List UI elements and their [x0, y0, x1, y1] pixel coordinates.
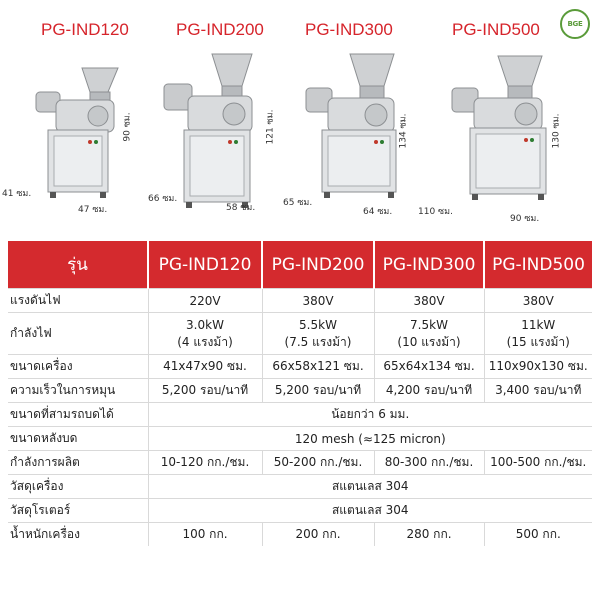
table-row: [8, 289, 592, 313]
table-cell-span: 120 mesh (≈125 micron): [294, 431, 446, 446]
model-1-width-label: 47 ซม.: [78, 205, 108, 215]
table-row: [8, 523, 592, 547]
model-2-height-label: 121 ซม.: [265, 109, 276, 145]
table-cell: [148, 313, 262, 355]
header-pg-ind120: PG-IND120: [148, 241, 262, 289]
header-pg-ind200: PG-IND200: [262, 241, 374, 289]
table-cell: 5,200 รอบ/นาที: [262, 379, 374, 403]
table-row: [8, 499, 592, 523]
table-cell: 380V: [522, 293, 554, 308]
spec-header-row: [8, 241, 592, 289]
table-row: [8, 451, 592, 475]
table-cell: [262, 313, 374, 355]
table-row: [8, 313, 592, 355]
table-cell: 280 กก.: [374, 523, 484, 547]
table-row: [8, 403, 592, 427]
row-label: ขนาดหลังบด: [8, 427, 148, 451]
table-row: [8, 475, 592, 499]
table-cell: [484, 313, 592, 355]
table-cell: 65x64x134 ซม.: [374, 355, 484, 379]
model-4-width-label: 90 ซม.: [510, 214, 540, 224]
power-kw: 11kW: [521, 317, 556, 332]
table-cell: 3,400 รอบ/นาที: [495, 383, 582, 397]
model-title-3: PG-IND300: [305, 20, 393, 39]
product-images-section: [0, 0, 600, 235]
row-label: แรงดันไฟ: [8, 289, 148, 313]
power-hp: (7.5 แรงม้า): [284, 334, 352, 349]
row-label: ความเร็วในการหมุน: [8, 379, 148, 403]
table-row: [8, 379, 592, 403]
header-model-label: รุ่น: [8, 241, 148, 289]
power-hp: (15 แรงม้า): [506, 334, 570, 349]
model-2-width-label: 58 ซม.: [226, 203, 256, 213]
table-cell: 380V: [262, 289, 374, 313]
header-pg-ind300: PG-IND300: [374, 241, 484, 289]
model-title-1: PG-IND120: [41, 20, 129, 39]
table-cell: 100 กก.: [148, 523, 262, 547]
table-cell: 110x90x130 ซม.: [488, 359, 588, 373]
model-3-depth-label: 65 ซม.: [283, 198, 313, 208]
table-cell: 200 กก.: [262, 523, 374, 547]
table-cell: 220V: [148, 289, 262, 313]
row-label: ขนาดที่สามรถบดได้: [8, 403, 148, 427]
model-3-height-label: 134 ซม.: [398, 113, 409, 149]
machine-image-4: [450, 52, 550, 202]
bge-logo: BGE: [560, 9, 590, 39]
table-cell: [374, 313, 484, 355]
table-cell: 80-300 กก./ชม.: [374, 451, 484, 475]
row-label: กำลังไฟ: [8, 313, 148, 355]
model-3-width-label: 64 ซม.: [363, 207, 393, 217]
machine-image-3: [300, 50, 410, 200]
power-kw: 5.5kW: [299, 317, 337, 332]
row-label: วัสดุเครื่อง: [8, 475, 148, 499]
model-title-2: PG-IND200: [176, 20, 264, 39]
machine-image-2: [160, 50, 270, 210]
header-pg-ind500: PG-IND500: [484, 241, 592, 289]
table-cell: 5,200 รอบ/นาที: [148, 379, 262, 403]
row-label: วัสดุโรเตอร์: [8, 499, 148, 523]
table-row: [8, 355, 592, 379]
power-kw: 7.5kW: [410, 317, 448, 332]
machine-image-1: [20, 62, 130, 202]
model-title-4: PG-IND500: [452, 20, 540, 39]
row-label: น้ำหนักเครื่อง: [8, 523, 148, 547]
table-cell: 66x58x121 ซม.: [262, 355, 374, 379]
table-cell: 41x47x90 ซม.: [148, 355, 262, 379]
table-cell: 50-200 กก./ชม.: [262, 451, 374, 475]
table-cell: 10-120 กก./ชม.: [148, 451, 262, 475]
spec-table: [8, 241, 592, 546]
table-cell: 380V: [374, 289, 484, 313]
row-label: กำลังการผลิต: [8, 451, 148, 475]
table-cell-span: สแตนเลส 304: [331, 503, 409, 517]
power-hp: (4 แรงม้า): [177, 334, 233, 349]
power-kw: 3.0kW: [186, 317, 224, 332]
table-row: [8, 427, 592, 451]
table-cell: 500 กก.: [515, 527, 561, 541]
table-cell: 100-500 กก./ชม.: [490, 455, 587, 469]
power-hp: (10 แรงม้า): [397, 334, 461, 349]
table-cell-span: สแตนเลส 304: [331, 479, 409, 493]
model-4-depth-label: 110 ซม.: [418, 207, 453, 217]
model-1-depth-label: 41 ซม.: [2, 189, 32, 199]
model-2-depth-label: 66 ซม.: [148, 194, 178, 204]
row-label: ขนาดเครื่อง: [8, 355, 148, 379]
table-cell: 4,200 รอบ/นาที: [374, 379, 484, 403]
model-4-height-label: 130 ซม.: [551, 113, 562, 149]
table-cell-span: น้อยกว่า 6 มม.: [331, 407, 410, 421]
model-1-height-label: 90 ซม.: [122, 112, 133, 142]
